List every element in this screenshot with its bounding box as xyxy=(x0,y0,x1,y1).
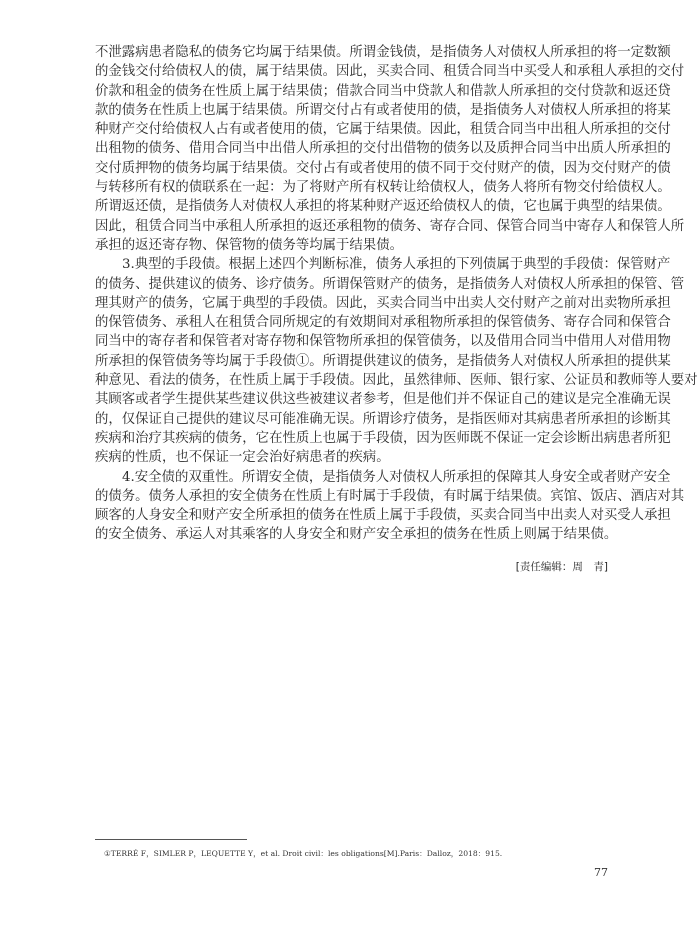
text-line: 所谓返还债，是指债务人对债权人承担的将某种财产返还给债权人的债，它也属于典型的结果债。 xyxy=(95,199,671,215)
responsible-editor-note: [责任编辑：周 青] xyxy=(515,561,608,573)
text-line: 种财产交付给债权人占有或者使用的债，它属于结果债。因此，租赁合同当中出租人所承担的交付 xyxy=(95,122,671,138)
text-line: 其顾客或者学生提供某些建议供这些被建议者参考，但是他们并不保证自己的建议是完全准确无误 xyxy=(95,392,671,408)
text-line: 出租物的债务、借用合同当中出借人所承担的交付出借物的债务以及质押合同当中出质人所承担的 xyxy=(95,141,671,157)
text-line: 3.典型的手段债。根据上述四个判断标准，债务人承担的下列债属于典型的手段债：保管财产 xyxy=(122,257,671,273)
text-line: 价款和租金的债务在性质上属于结果债；借款合同当中贷款人和借款人所承担的交付贷款和返还贷 xyxy=(95,83,671,99)
text-line: 理其财产的债务，它属于典型的手段债。因此，买卖合同当中出卖人交付财产之前对出卖物所承担 xyxy=(95,295,671,311)
text-line: 的，仅保证自己提供的建议尽可能准确无误。所谓诊疗债务，是指医师对其病患者所承担的诊断其 xyxy=(95,411,671,427)
text-line: 种意见、看法的债务，在性质上属于手段债。因此，虽然律师、医师、银行家、公证员和教师等人要对 xyxy=(95,373,698,389)
paragraph xyxy=(95,468,685,545)
text-line: 与转移所有权的债联系在一起：为了将财产所有权转让给债权人，债务人将所有物交付给债权人。 xyxy=(95,180,671,196)
text-line: 顾客的人身安全和财产安全所承担的债务在性质上属于手段债，买卖合同当中出卖人对买受人承担 xyxy=(95,508,671,524)
footnote-divider xyxy=(95,839,247,840)
text-line: 款的债务在性质上也属于结果债。所谓交付占有或者使用的债，是指债务人对债权人所承担的将某 xyxy=(95,102,671,118)
text-line: 的债务。债务人承担的安全债务在性质上有时属于手段债，有时属于结果债。宾馆、饭店、酒店对其 xyxy=(95,488,685,504)
text-line: 所承担的保管债务等均属于手段债①。所谓提供建议的债务，是指债务人对债权人所承担的提供某 xyxy=(95,353,671,369)
page-number: 77 xyxy=(594,866,608,879)
text-line: 的保管债务、承租人在租赁合同所规定的有效期间对承租物所承担的保管债务、寄存合同和保管合 xyxy=(95,315,671,331)
paragraph xyxy=(95,43,685,255)
paragraph xyxy=(95,255,698,467)
text-line: 的债务、提供建议的债务、诊疗债务。所谓保管财产的债务，是指债务人对债权人所承担的保管、管 xyxy=(95,276,685,292)
text-line: 同当中的寄存者和保管者对寄存物和保管物所承担的保管债务，以及借用合同当中借用人对借用物 xyxy=(95,334,671,350)
text-line: 的金钱交付给债权人的债，属于结果债。因此，买卖合同、租赁合同当中买受人和承租人承担的交付 xyxy=(95,64,685,80)
text-line: 承担的返还寄存物、保管物的债务等均属于结果债。 xyxy=(95,237,403,253)
footnote: ①TERRÉ F，SIMLER P，LEQUETTE Y，et al. Droit civil：les obligations[M].Paris：Dalloz，2018：915. xyxy=(104,849,503,858)
text-line: 不泄露病患者隐私的债务它均属于结果债。所谓金钱债，是指债务人对债权人所承担的将一定数额 xyxy=(95,45,671,60)
article-body xyxy=(95,43,698,545)
text-line: 疾病和治疗其疾病的债务，它在性质上也属于手段债，因为医师既不保证一定会诊断出病患者所犯 xyxy=(95,430,671,446)
text-line: 4.安全债的双重性。所谓安全债，是指债务人对债权人所承担的保障其人身安全或者财产安全 xyxy=(122,469,671,485)
text-line: 的安全债务、承运人对其乘客的人身安全和财产安全承担的债务在性质上则属于结果债。 xyxy=(95,527,618,543)
text-line: 疾病的性质，也不保证一定会治好病患者的疾病。 xyxy=(95,450,390,466)
text-line: 交付质押物的债务均属于结果债。交付占有或者使用的债不同于交付财产的债，因为交付财产的债 xyxy=(95,160,671,176)
text-line: 因此，租赁合同当中承租人所承担的返还承租物的债务、寄存合同、保管合同当中寄存人和保管人所 xyxy=(95,218,685,234)
